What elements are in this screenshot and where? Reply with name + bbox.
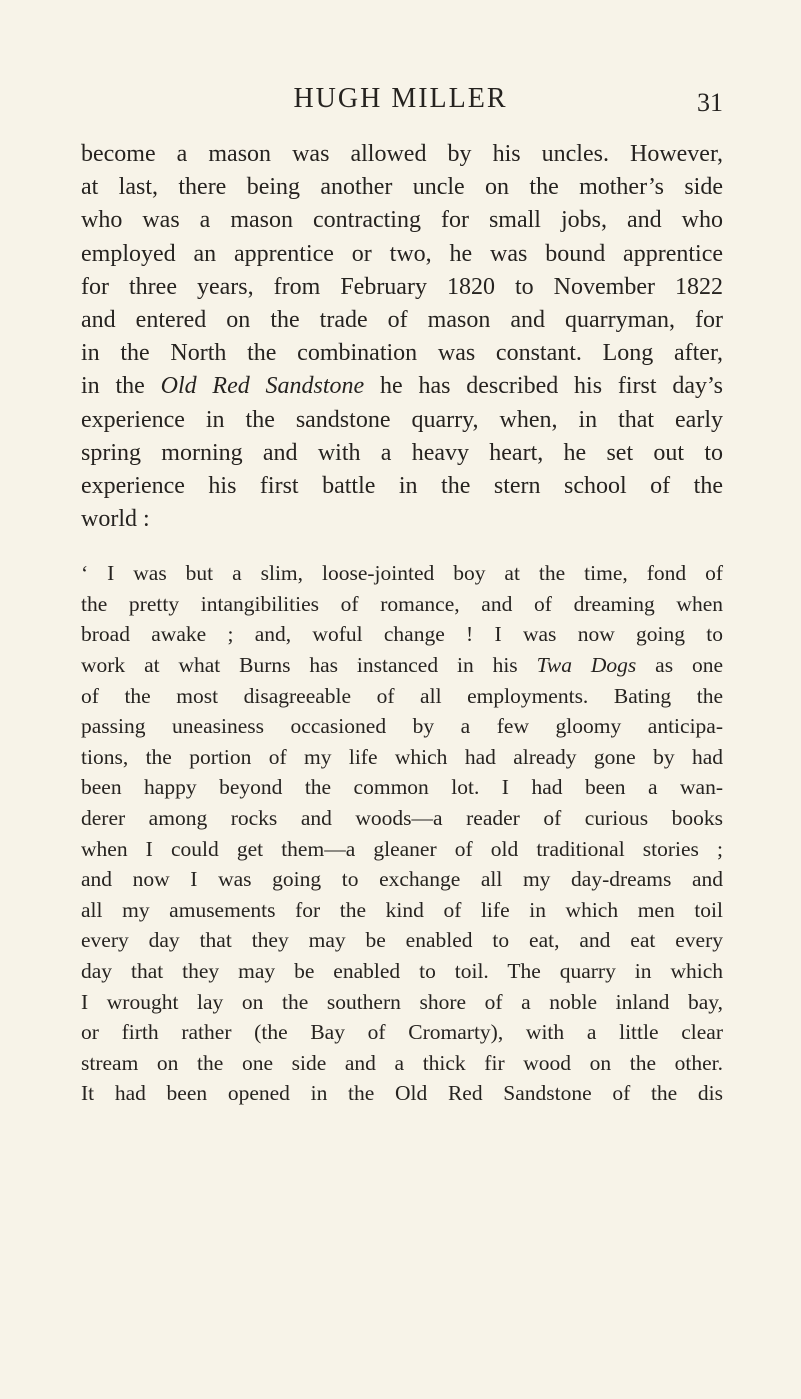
text-line: become a mason was allowed by his uncles. However, — [81, 141, 723, 167]
quote-line: every day that they may be enabled to eat, and eat every — [81, 928, 723, 953]
block-quote — [81, 558, 723, 1109]
quote-line: the pretty intangibilities of romance, and of dreaming when — [81, 591, 723, 616]
text-line: and entered on the trade of mason and quarryman, for — [81, 306, 723, 333]
text-line: at last, there being another uncle on the mother’s side — [81, 174, 723, 201]
quote-line: tions, the portion of my life which had already gone by had — [81, 744, 723, 769]
quote-line: and now I was going to exchange all my day-dreams and — [81, 867, 723, 892]
running-head — [0, 82, 801, 122]
quote-line: all my amusements for the kind of life in which men toil — [81, 897, 723, 922]
text-line: in the North the combination was constant. Long after, — [81, 340, 723, 367]
running-title: HUGH MILLER — [293, 83, 508, 114]
text-line: in the Old Red Sandstone he has described his first day’s — [81, 373, 723, 400]
poem-title-italic: Twa Dogs — [536, 653, 637, 678]
quote-line: passing uneasiness occasioned by a few gloomy anticipa- — [81, 714, 723, 739]
page-number: 31 — [697, 88, 723, 117]
quote-line: of the most disagreeable of all employments. Bating the — [81, 683, 723, 708]
text-line: for three years, from February 1820 to November 1822 — [81, 273, 723, 300]
book-title-italic: Old Red Sandstone — [160, 373, 365, 400]
text-line: employed an apprentice or two, he was bound apprentice — [81, 240, 723, 267]
quote-line: derer among rocks and woods—a reader of curious books — [81, 806, 723, 830]
quote-line: stream on the one side and a thick fir wood on the other. — [81, 1050, 723, 1075]
quote-line: day that they may be enabled to toil. The quarry in which — [81, 958, 723, 983]
quote-line: been happy beyond the common lot. I had been a wan- — [81, 775, 723, 800]
quote-line: I wrought lay on the southern shore of a noble inland bay, — [81, 989, 723, 1014]
quote-line: work at what Burns has instanced in his Twa Dogs as one — [81, 653, 724, 678]
text-line: spring morning and with a heavy heart, he set out to — [81, 439, 723, 466]
quote-line: broad awake ; and, woful change ! I was now going to — [81, 622, 723, 647]
quote-line: or firth rather (the Bay of Cromarty), with a little clear — [81, 1020, 723, 1045]
text-line: experience his first battle in the stern school of the — [81, 472, 723, 499]
paragraph-narrative — [81, 138, 723, 536]
quote-line: ‘ I was but a slim, loose-jointed boy at the time, fond of — [81, 561, 723, 586]
quote-line: when I could get them—a gleaner of old traditional stories ; — [81, 836, 723, 861]
text-line: experience in the sandstone quarry, when, in that early — [81, 406, 723, 433]
body-text — [81, 138, 723, 1109]
text-line: who was a mason contracting for small jobs, and who — [81, 207, 723, 234]
text-line: world : — [81, 506, 150, 533]
quote-line: It had been opened in the Old Red Sandstone of the dis — [81, 1081, 723, 1106]
